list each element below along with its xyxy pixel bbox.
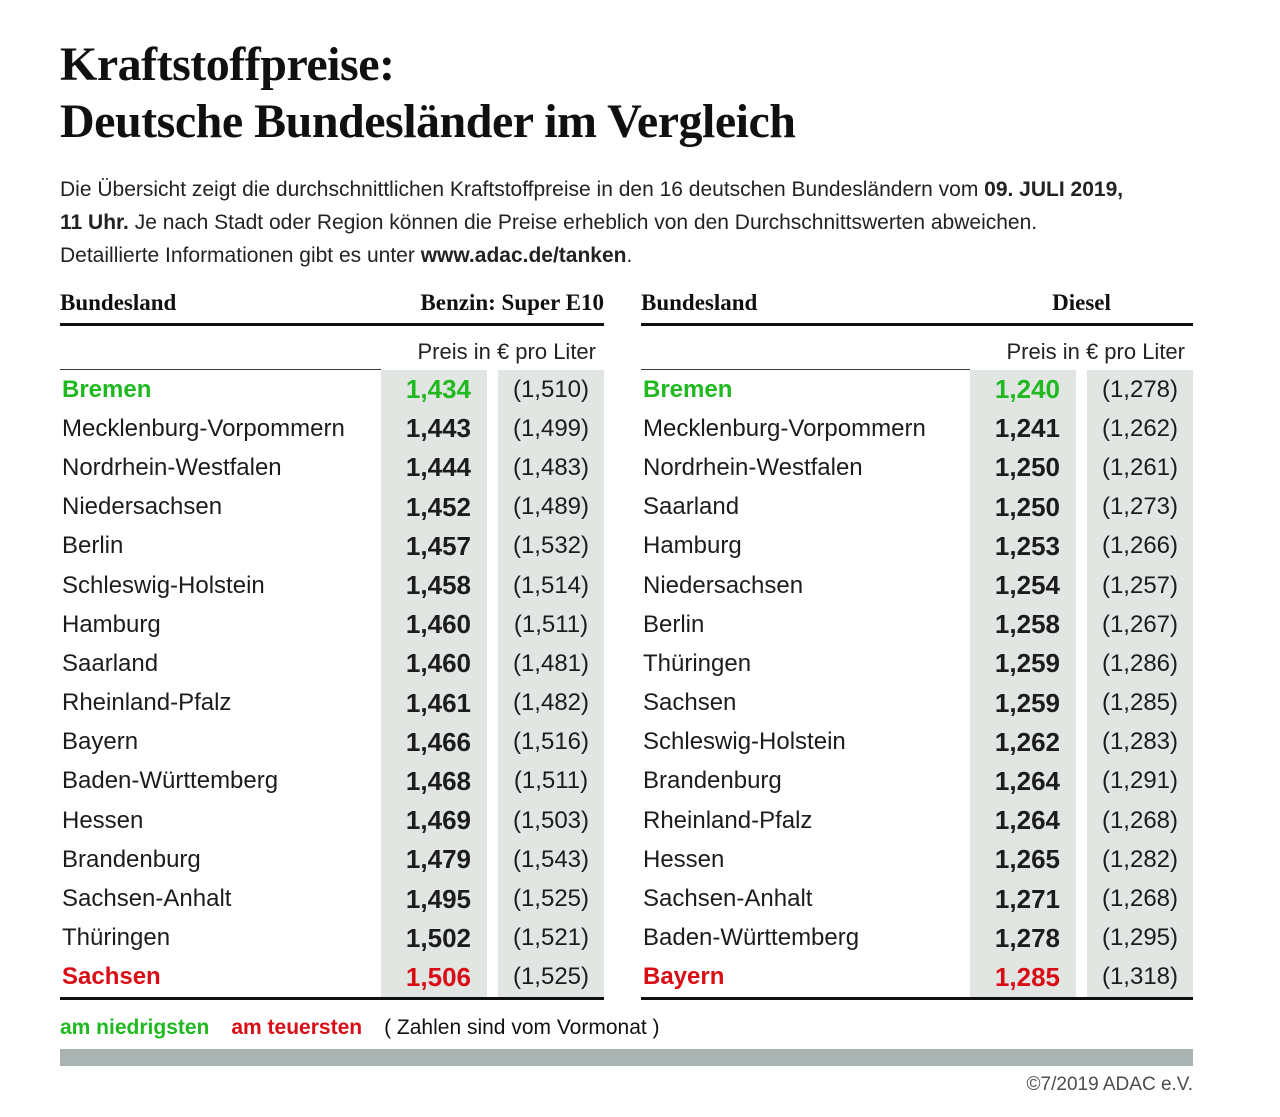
table-row	[60, 448, 604, 487]
previous-month-price: (1,525)	[498, 958, 604, 997]
state-name: Brandenburg	[643, 767, 782, 795]
intro-line	[60, 206, 1200, 239]
table-row	[641, 840, 1193, 879]
diesel-unit-row	[641, 326, 1193, 370]
benzin-rows	[60, 370, 604, 1000]
price-value: 1,479	[381, 840, 487, 879]
table-row	[641, 448, 1193, 487]
previous-month-price: (1,482)	[498, 684, 604, 723]
state-name: Hessen	[643, 845, 725, 873]
diesel-table-header	[641, 291, 1193, 326]
table-row	[60, 566, 604, 605]
price-value: 1,506	[381, 958, 487, 997]
unit-row-spacer	[60, 326, 381, 370]
intro-bold-text: 11 Uhr.	[60, 211, 129, 234]
state-name: Saarland	[62, 649, 159, 677]
price-value: 1,468	[381, 762, 487, 801]
price-value: 1,460	[381, 644, 487, 683]
price-value: 1,250	[970, 448, 1076, 487]
intro-text-segment: .	[626, 244, 633, 267]
legend-highest-label: am teuersten	[231, 1016, 363, 1039]
state-name: Sachsen	[643, 689, 737, 717]
benzin-unit-row	[60, 326, 604, 370]
price-value: 1,278	[970, 919, 1076, 958]
intro-text-segment: Je nach Stadt oder Region können die Preise erheblich von den Durchschnittswerten abweichen.	[128, 211, 1038, 234]
price-value: 1,460	[381, 605, 487, 644]
state-name: Hamburg	[643, 532, 742, 560]
price-value: 1,240	[970, 370, 1076, 409]
state-name: Mecklenburg-Vorpommern	[62, 414, 345, 442]
price-value: 1,434	[381, 370, 487, 409]
diesel-fuel-header: Diesel	[1052, 290, 1111, 315]
previous-month-price: (1,278)	[1087, 370, 1193, 409]
table-row	[641, 684, 1193, 723]
page-title-line2: Deutsche Bundesländer im Vergleich	[60, 95, 796, 148]
tables-region	[60, 291, 1193, 1000]
table-row	[641, 605, 1193, 644]
intro-bold-text: www.adac.de/tanken	[420, 244, 627, 267]
price-value: 1,254	[970, 566, 1076, 605]
price-value: 1,502	[381, 919, 487, 958]
state-name: Saarland	[643, 493, 740, 521]
previous-month-price: (1,282)	[1087, 840, 1193, 879]
table-row	[60, 644, 604, 683]
state-name: Bremen	[62, 375, 152, 403]
state-name: Niedersachsen	[62, 493, 223, 521]
state-name: Brandenburg	[62, 845, 201, 873]
state-name: Bayern	[62, 728, 139, 756]
page-title-line1: Kraftstoffpreise:	[60, 38, 395, 91]
price-value: 1,271	[970, 879, 1076, 918]
previous-month-price: (1,262)	[1087, 409, 1193, 448]
price-value: 1,461	[381, 684, 487, 723]
state-name: Hamburg	[62, 610, 161, 638]
state-name: Berlin	[62, 532, 124, 560]
previous-month-price: (1,285)	[1087, 684, 1193, 723]
page-title	[60, 36, 1193, 150]
price-value: 1,458	[381, 566, 487, 605]
table-row	[641, 488, 1193, 527]
state-name: Nordrhein-Westfalen	[62, 453, 282, 481]
table-row	[641, 919, 1193, 958]
previous-month-price: (1,291)	[1087, 762, 1193, 801]
previous-month-price: (1,511)	[498, 605, 604, 644]
price-value: 1,457	[381, 527, 487, 566]
state-name: Thüringen	[62, 924, 171, 952]
table-row	[641, 566, 1193, 605]
intro-line	[60, 239, 1200, 272]
table-row	[641, 370, 1193, 409]
previous-month-price: (1,503)	[498, 801, 604, 840]
table-row	[60, 801, 604, 840]
previous-month-price: (1,261)	[1087, 448, 1193, 487]
price-value: 1,250	[970, 488, 1076, 527]
benzin-fuel-header: Benzin: Super E10	[420, 290, 604, 315]
price-value: 1,495	[381, 879, 487, 918]
price-value: 1,262	[970, 723, 1076, 762]
benzin-unit-label: Preis in € pro Liter	[417, 339, 596, 364]
previous-month-price: (1,268)	[1087, 879, 1193, 918]
unit-row-spacer	[641, 326, 970, 370]
table-row	[60, 723, 604, 762]
diesel-unit-label: Preis in € pro Liter	[1006, 339, 1185, 364]
state-name: Berlin	[643, 610, 705, 638]
price-value: 1,258	[970, 605, 1076, 644]
previous-month-price: (1,268)	[1087, 801, 1193, 840]
previous-month-price: (1,295)	[1087, 919, 1193, 958]
intro-text	[60, 173, 1200, 272]
table-row	[641, 409, 1193, 448]
previous-month-price: (1,514)	[498, 566, 604, 605]
table-row	[60, 605, 604, 644]
footer-bar	[60, 1049, 1193, 1066]
state-name: Bayern	[643, 963, 725, 991]
benzin-table-header	[60, 291, 604, 326]
price-value: 1,253	[970, 527, 1076, 566]
previous-month-price: (1,521)	[498, 919, 604, 958]
previous-month-price: (1,267)	[1087, 605, 1193, 644]
table-row	[60, 840, 604, 879]
price-value: 1,241	[970, 409, 1076, 448]
price-value: 1,259	[970, 644, 1076, 683]
table-row	[60, 879, 604, 918]
intro-line	[60, 173, 1200, 206]
price-value: 1,466	[381, 723, 487, 762]
state-name: Niedersachsen	[643, 571, 804, 599]
state-name: Sachsen	[62, 963, 161, 991]
price-value: 1,285	[970, 958, 1076, 997]
state-name: Sachsen-Anhalt	[62, 885, 232, 913]
state-name: Rheinland-Pfalz	[643, 806, 813, 834]
state-name: Schleswig-Holstein	[62, 571, 265, 599]
table-row	[60, 409, 604, 448]
table-row	[641, 644, 1193, 683]
state-name: Thüringen	[643, 649, 752, 677]
state-name: Baden-Württemberg	[62, 767, 279, 795]
price-value: 1,265	[970, 840, 1076, 879]
benzin-table	[60, 291, 604, 1000]
state-name: Bremen	[643, 375, 733, 403]
table-row	[60, 488, 604, 527]
price-value: 1,444	[381, 448, 487, 487]
table-row	[641, 801, 1193, 840]
previous-month-price: (1,266)	[1087, 527, 1193, 566]
legend	[60, 1015, 1193, 1040]
previous-month-price: (1,273)	[1087, 488, 1193, 527]
table-row	[641, 879, 1193, 918]
previous-month-price: (1,516)	[498, 723, 604, 762]
state-column-header: Bundesland	[60, 290, 177, 315]
intro-bold-text: 09. JULI 2019,	[984, 178, 1124, 201]
state-name: Hessen	[62, 806, 144, 834]
table-row	[60, 762, 604, 801]
intro-text-segment: Die Übersicht zeigt die durchschnittlichen Kraftstoffpreise in den 16 deutschen Bundesländern vom	[60, 178, 985, 201]
previous-month-price: (1,511)	[498, 762, 604, 801]
previous-month-price: (1,510)	[498, 370, 604, 409]
table-row	[60, 527, 604, 566]
table-row	[641, 762, 1193, 801]
state-column-header: Bundesland	[641, 290, 758, 315]
price-value: 1,443	[381, 409, 487, 448]
previous-month-price: (1,483)	[498, 448, 604, 487]
table-row	[60, 958, 604, 997]
table-row	[60, 684, 604, 723]
state-name: Sachsen-Anhalt	[643, 885, 813, 913]
state-name: Mecklenburg-Vorpommern	[643, 414, 926, 442]
state-name: Baden-Württemberg	[643, 924, 860, 952]
table-row	[641, 723, 1193, 762]
copyright-text: ©7/2019 ADAC e.V.	[1026, 1074, 1193, 1096]
previous-month-price: (1,481)	[498, 644, 604, 683]
previous-month-price: (1,318)	[1087, 958, 1193, 997]
previous-month-price: (1,283)	[1087, 723, 1193, 762]
table-row	[641, 527, 1193, 566]
price-value: 1,264	[970, 801, 1076, 840]
price-value: 1,264	[970, 762, 1076, 801]
legend-note: ( Zahlen sind vom Vormonat )	[384, 1016, 660, 1039]
previous-month-price: (1,489)	[498, 488, 604, 527]
previous-month-price: (1,532)	[498, 527, 604, 566]
diesel-rows	[641, 370, 1193, 1000]
state-name: Rheinland-Pfalz	[62, 689, 232, 717]
previous-month-price: (1,257)	[1087, 566, 1193, 605]
price-value: 1,469	[381, 801, 487, 840]
previous-month-price: (1,543)	[498, 840, 604, 879]
price-value: 1,259	[970, 684, 1076, 723]
table-row	[60, 919, 604, 958]
diesel-table	[641, 291, 1193, 1000]
state-name: Schleswig-Holstein	[643, 728, 846, 756]
intro-text-segment: Detaillierte Informationen gibt es unter	[60, 244, 421, 267]
previous-month-price: (1,499)	[498, 409, 604, 448]
table-row	[60, 370, 604, 409]
table-row	[641, 958, 1193, 997]
price-value: 1,452	[381, 488, 487, 527]
previous-month-price: (1,286)	[1087, 644, 1193, 683]
previous-month-price: (1,525)	[498, 879, 604, 918]
state-name: Nordrhein-Westfalen	[643, 453, 863, 481]
legend-lowest-label: am niedrigsten	[60, 1016, 210, 1039]
